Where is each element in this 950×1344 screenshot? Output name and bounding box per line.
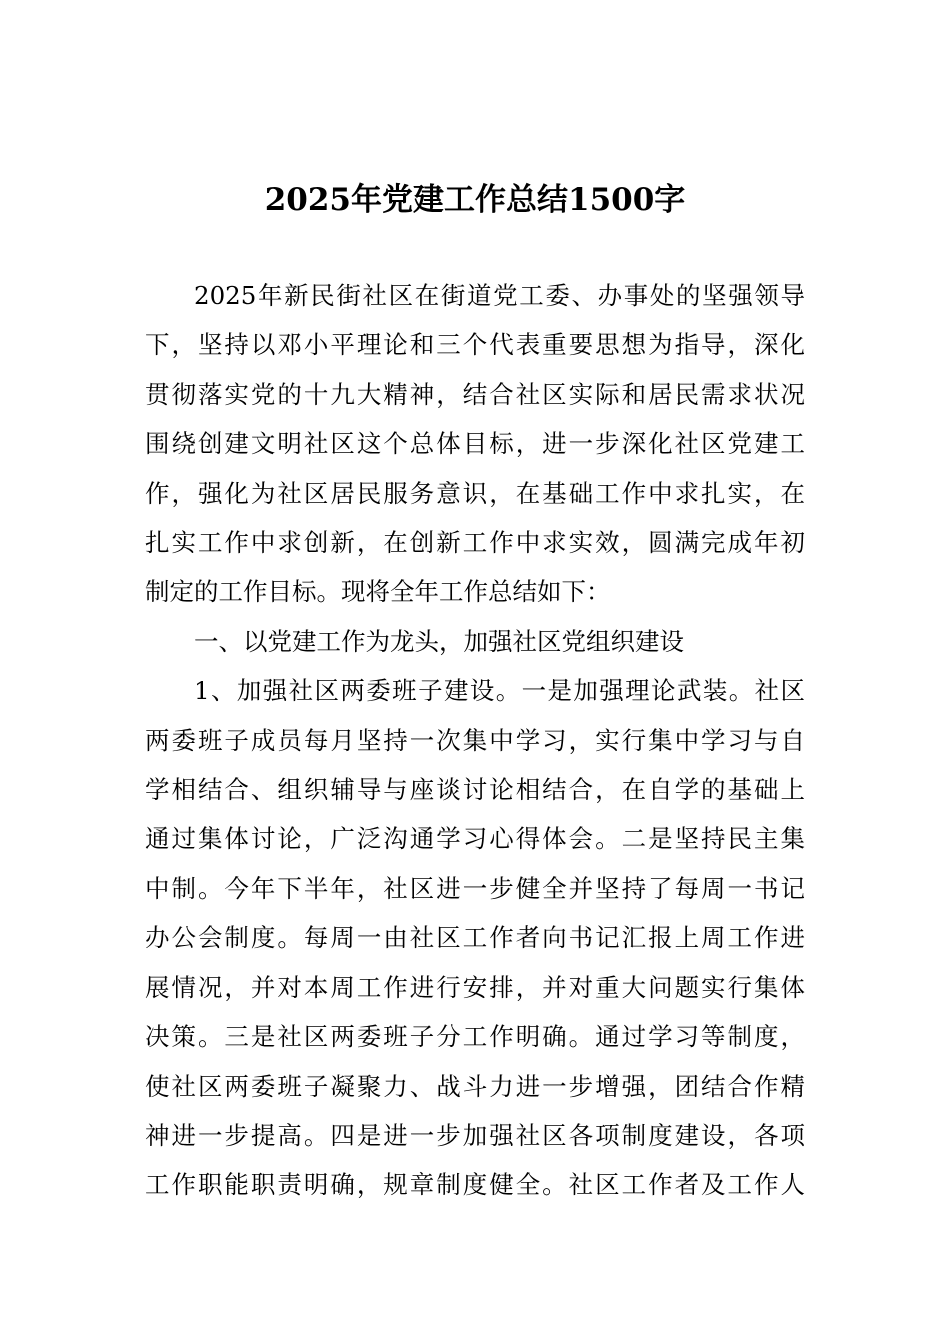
text-line: 决策。三是社区两委班子分工作明确。通过学习等制度，: [145, 1022, 805, 1052]
document-title: 2025年党建工作总结1500字: [264, 182, 686, 218]
text-line: 神进一步提高。四是进一步加强社区各项制度建设，各项: [145, 1120, 805, 1150]
text-line: 1、加强社区两委班子建设。一是加强理论武装。社区: [194, 676, 805, 706]
document-body: [145, 271, 805, 1210]
paragraph-intro: [145, 271, 805, 617]
text-line: 两委班子成员每月坚持一次集中学习，实行集中学习与自: [145, 725, 805, 755]
text-line: 使社区两委班子凝聚力、战斗力进一步增强，团结合作精: [145, 1071, 805, 1101]
text-line: 办公会制度。每周一由社区工作者向书记汇报上周工作进: [145, 923, 805, 953]
text-line: 围绕创建文明社区这个总体目标，进一步深化社区党建工: [145, 429, 805, 459]
text-line: 一、以党建工作为龙头，加强社区党组织建设: [194, 626, 684, 656]
text-line: 制定的工作目标。现将全年工作总结如下：: [145, 577, 611, 607]
text-line: 学相结合、组织辅导与座谈讨论相结合，在自学的基础上: [145, 775, 805, 805]
text-line: 展情况，并对本周工作进行安排，并对重大问题实行集体: [145, 972, 805, 1002]
text-line: 贯彻落实党的十九大精神，结合社区实际和居民需求状况: [145, 379, 805, 409]
text-line: 中制。今年下半年，社区进一步健全并坚持了每周一书记: [145, 873, 805, 903]
text-line: 工作职能职责明确，规章制度健全。社区工作者及工作人: [145, 1170, 805, 1200]
text-line: 通过集体讨论，广泛沟通学习心得体会。二是坚持民主集: [145, 824, 805, 854]
text-line: 扎实工作中求创新，在创新工作中求实效，圆满完成年初: [145, 528, 805, 558]
paragraph-section-1-item-1: [145, 666, 805, 1209]
text-line: 作，强化为社区居民服务意识，在基础工作中求扎实，在: [145, 478, 805, 508]
text-line: 下，坚持以邓小平理论和三个代表重要思想为指导，深化: [145, 330, 805, 360]
section-heading-1: [145, 617, 805, 666]
text-line: 2025年新民街社区在街道党工委、办事处的坚强领导: [194, 281, 805, 310]
